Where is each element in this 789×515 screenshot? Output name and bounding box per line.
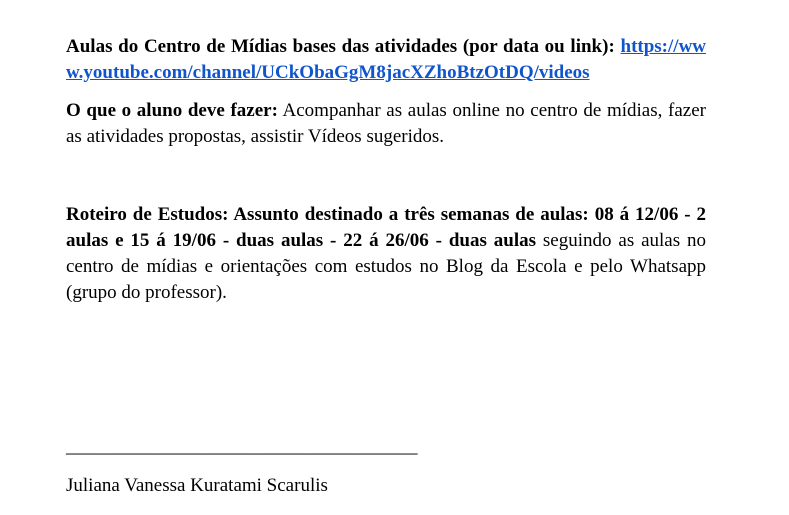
document-body [66, 34, 706, 306]
student-tasks-text: Acompanhar as aulas online no centro de mídias, fazer as atividades propostas, assistir Vídeos sugeridos. [66, 100, 706, 147]
study-plan-paragraph [66, 202, 706, 306]
signature-line: _____________________________________ [66, 436, 418, 457]
classes-source-paragraph [66, 34, 706, 86]
youtube-channel-link[interactable]: https://www.youtube.com/channel/UCkObaGgM8jacXZhoBtzOtDQ/videos [66, 36, 707, 83]
classes-source-heading: Aulas do Centro de Mídias bases das atividades (por data ou link): [66, 36, 615, 57]
study-plan-label: Roteiro de Estudos: Assunto destinado a três semanas de aulas: 08 á 12/06 - 2 aulas e 15 á 19/06 - duas aulas - 22 á 26/06 - duas aulas [66, 204, 706, 251]
signature-name: Juliana Vanessa Kuratami Scarulis [66, 475, 328, 496]
student-tasks-paragraph [66, 98, 706, 150]
study-plan-text: seguindo as aulas no centro de mídias e orientações com estudos no Blog da Escola e pelo Whatsapp (grupo do professor). [66, 230, 707, 303]
student-tasks-label: O que o aluno deve fazer: [66, 100, 278, 121]
